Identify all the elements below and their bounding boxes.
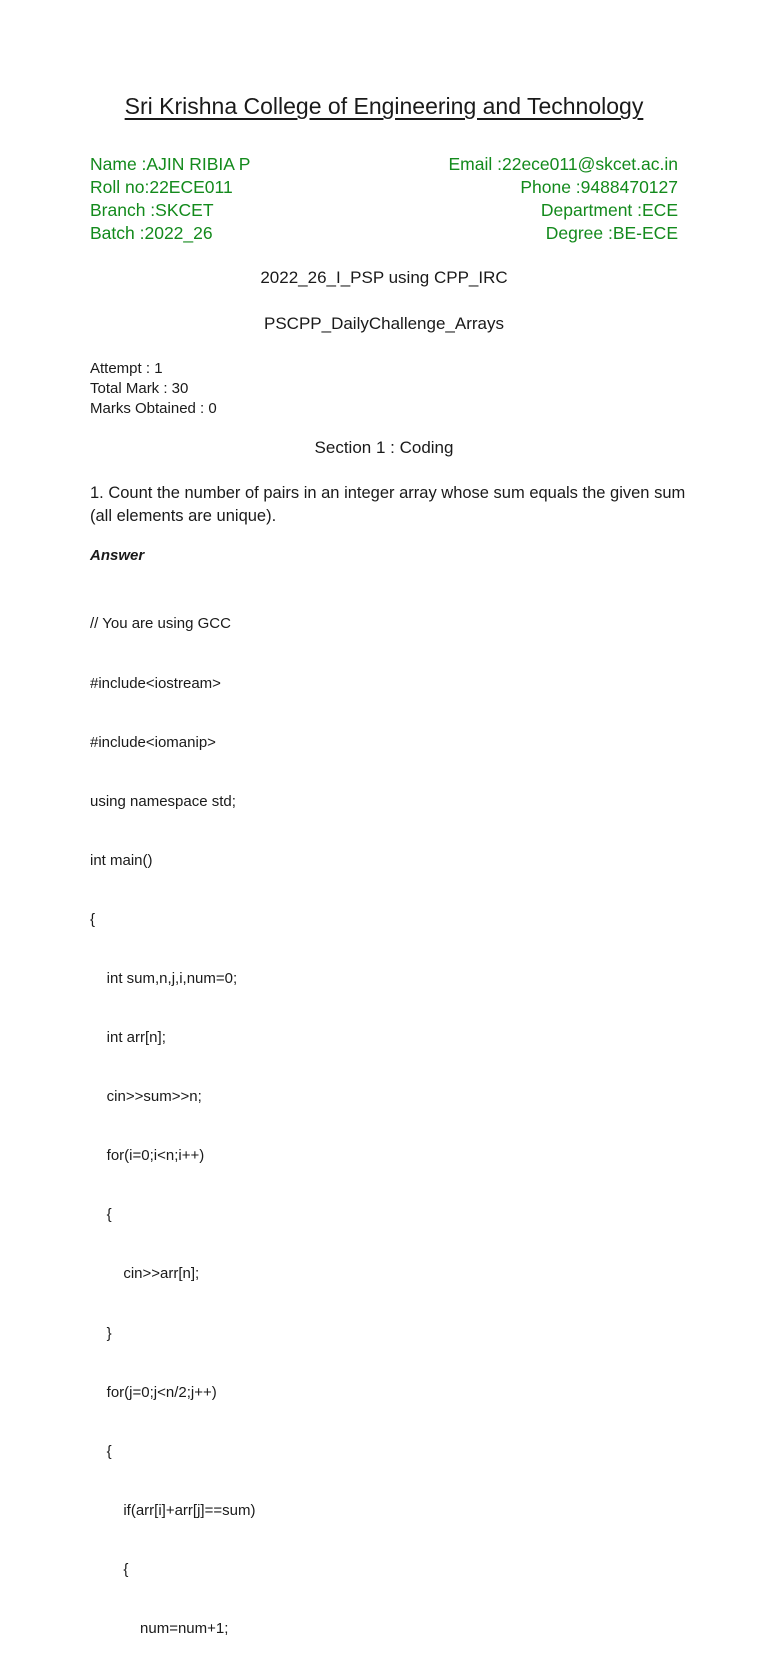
- code-line: // You are using GCC: [90, 615, 231, 633]
- code-line: int main(): [90, 851, 153, 869]
- code-line: {: [90, 1442, 112, 1460]
- code-line: #include<iostream>: [90, 674, 221, 692]
- question-text: 1. Count the number of pairs in an integer array whose sum equals the given sum (all elements are unique).: [90, 484, 686, 525]
- code-line: cin>>arr[n];: [90, 1265, 200, 1283]
- student-email: Email :22ece011@skcet.ac.in: [448, 154, 678, 174]
- code-line: }: [90, 1324, 112, 1342]
- code-line: #include<iomanip>: [90, 733, 216, 751]
- student-degree: Degree :BE-ECE: [545, 223, 678, 243]
- marks-obtained: Marks Obtained : 0: [90, 400, 217, 417]
- code-line: if(arr[i]+arr[j]==sum): [90, 1501, 256, 1519]
- answer-code: [90, 575, 255, 1678]
- student-batch: Batch :2022_26: [90, 223, 213, 243]
- code-line: num=num+1;: [90, 1620, 229, 1637]
- code-line: {: [90, 910, 96, 928]
- info-row: [90, 153, 678, 176]
- student-roll: Roll no:22ECE011: [90, 177, 233, 197]
- answer-label: Answer: [90, 547, 145, 564]
- student-name: Name :AJIN RIBIA P: [90, 154, 251, 174]
- info-row: [90, 199, 678, 222]
- result-summary: [90, 359, 217, 419]
- student-department: Department :ECE: [540, 200, 678, 220]
- info-row: [90, 176, 678, 199]
- attempt-count: Attempt : 1: [90, 360, 163, 377]
- challenge-title: PSCPP_DailyChallenge_Arrays: [263, 314, 504, 333]
- info-row: [90, 222, 678, 245]
- total-mark: Total Mark : 30: [90, 380, 189, 397]
- college-title: Sri Krishna College of Engineering and Technology: [124, 93, 644, 119]
- code-line: for(j=0;j<n/2;j++): [90, 1383, 217, 1401]
- code-line: using namespace std;: [90, 792, 236, 810]
- code-line: {: [90, 1560, 129, 1578]
- code-line: cin>>sum>>n;: [90, 1088, 202, 1106]
- student-info: [90, 153, 678, 245]
- code-line: for(i=0;i<n;i++): [90, 1147, 205, 1165]
- code-line: int sum,n,j,i,num=0;: [90, 969, 238, 987]
- section-title: Section 1 : Coding: [314, 438, 454, 457]
- student-phone: Phone :9488470127: [520, 177, 678, 197]
- course-title: 2022_26_I_PSP using CPP_IRC: [260, 268, 508, 287]
- student-branch: Branch :SKCET: [90, 200, 214, 220]
- code-line: {: [90, 1206, 112, 1224]
- code-line: int arr[n];: [90, 1029, 166, 1047]
